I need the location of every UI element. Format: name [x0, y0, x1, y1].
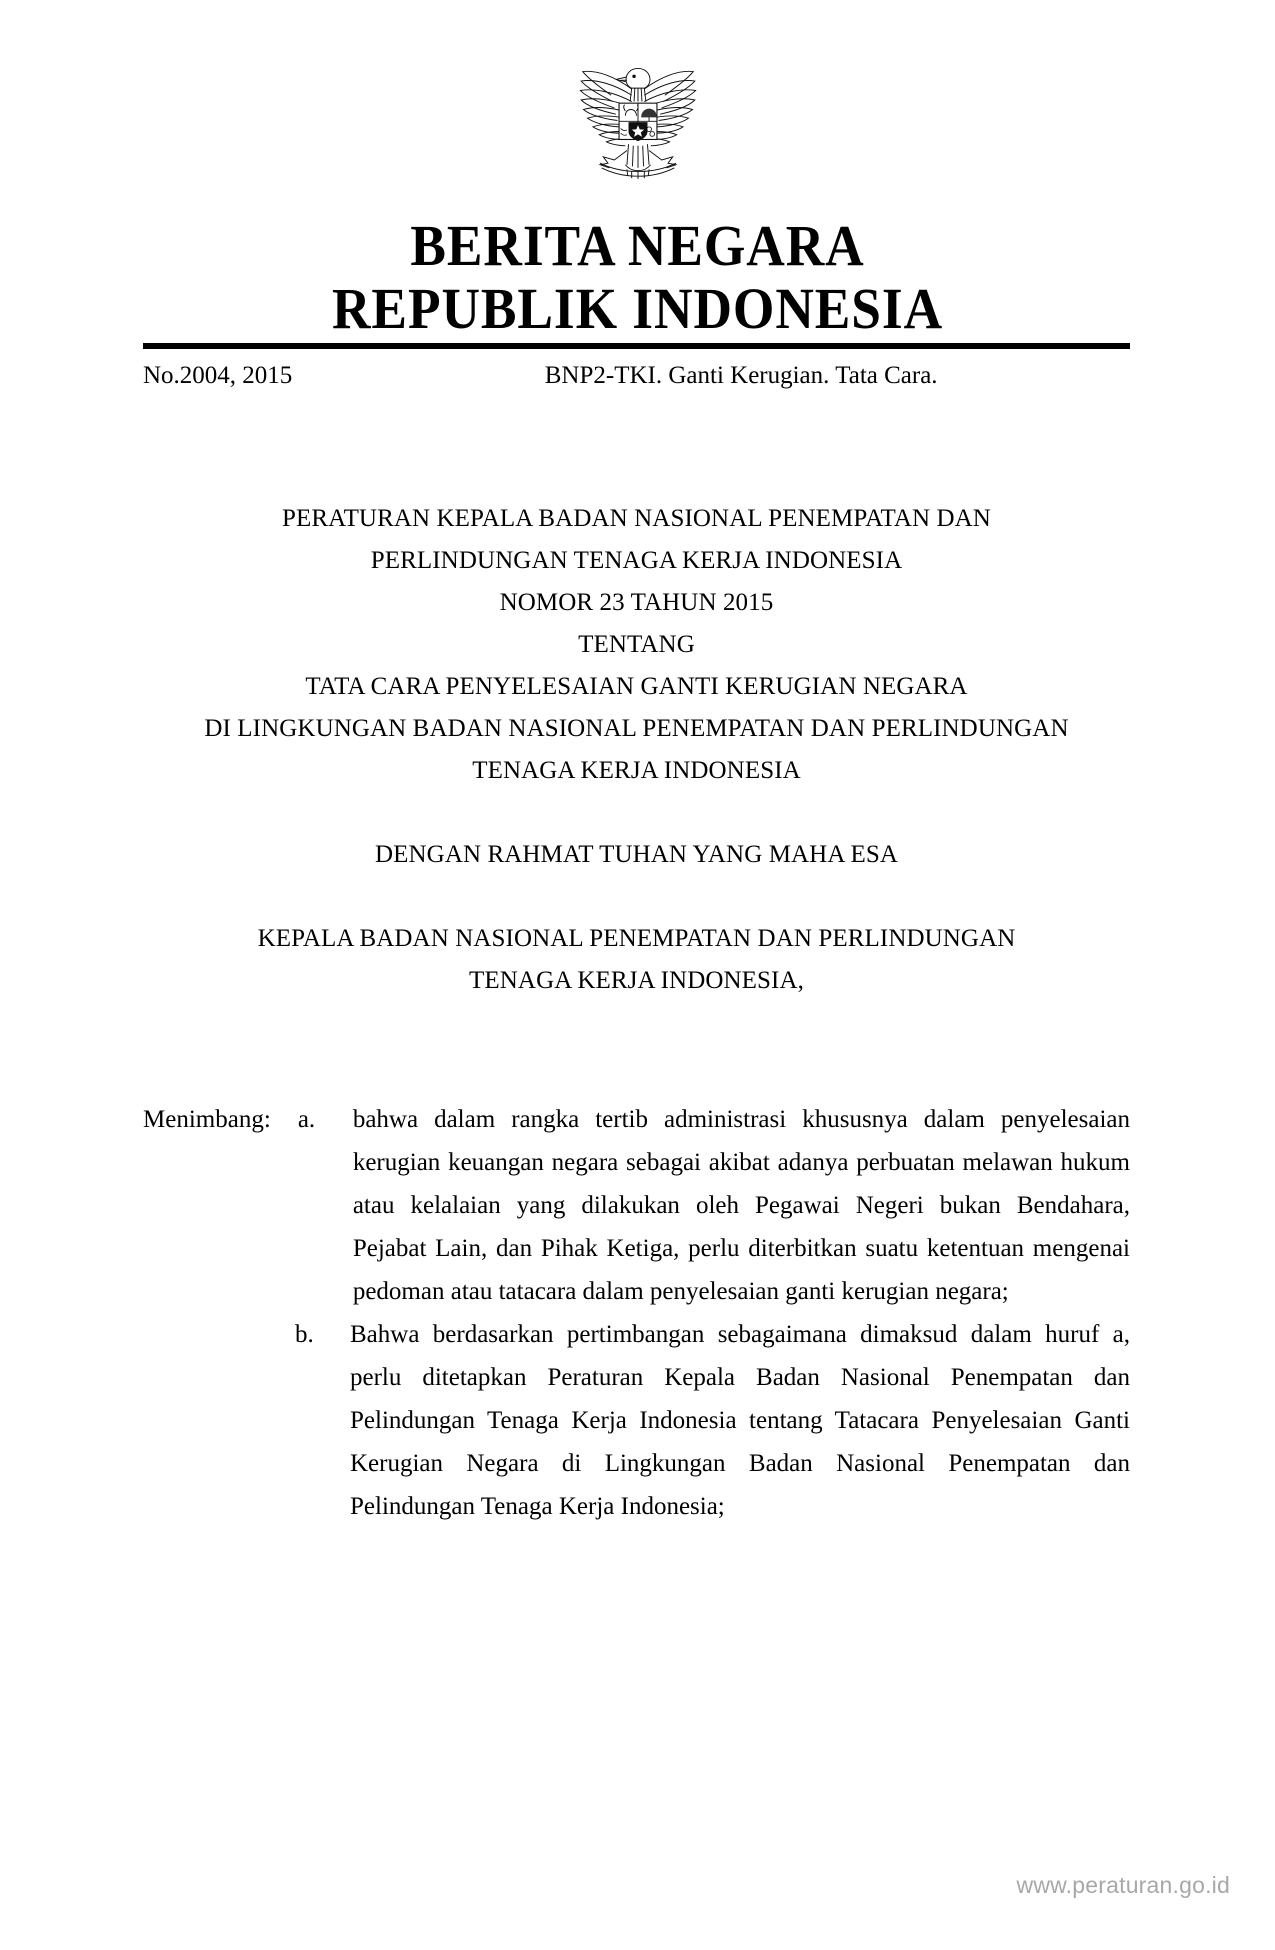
title-subject-1: TATA CARA PENYELESAIAN GANTI KERUGIAN NEGARA [305, 673, 968, 700]
title-number: NOMOR 23 TAHUN 2015 [499, 589, 774, 616]
title-tentang: TENTANG [578, 631, 695, 658]
considering-marker-b: b. [295, 1321, 314, 1348]
masthead-line-2: REPUBLIK INDONESIA [331, 275, 944, 341]
considering-colon: : [263, 1106, 271, 1133]
footer-watermark: www.peraturan.go.id [1016, 1872, 1230, 1898]
considering-text-a: bahwa dalam rangka tertib administrasi khususnya dalam penyelesaian kerugian keuangan negara sebagai akibat adanya perbuatan melawan hukum atau kelalaian yang dilakukan oleh Pegawai Negeri bukan Bendahara, Pejabat Lain, dan Pihak Ketiga, perlu diterbitkan suatu ketentuan mengenai pedoman atau tatacara dalam penyelesaian ganti kerugian negara; [352, 1106, 1130, 1305]
regulation-title-block [143, 498, 1130, 1002]
title-line-1: PERATURAN KEPALA BADAN NASIONAL PENEMPATAN DAN [282, 505, 991, 532]
authority-line-1: KEPALA BADAN NASIONAL PENEMPATAN DAN PERLINDUNGAN [257, 925, 1016, 952]
header-divider [143, 343, 1130, 349]
considering-section [143, 1098, 1130, 1528]
journal-line [143, 360, 1130, 394]
considering-marker-a: a. [297, 1106, 316, 1133]
garuda-pancasila-icon [558, 40, 718, 190]
title-subject-3: TENAGA KERJA INDONESIA [472, 757, 801, 784]
considering-text-b: Bahwa berdasarkan pertimbangan sebagaimana dimaksud dalam huruf a, perlu ditetapkan Peraturan Kepala Badan Nasional Penempatan dan Pelindungan Tenaga Kerja Indonesia tentang Tatacara Penyelesaian Ganti Kerugian Negara di Lingkungan Badan Nasional Penempatan dan Pelindungan Tenaga Kerja Indonesia; [350, 1321, 1130, 1520]
journal-number: No.2004, 2015 [143, 362, 293, 389]
blessing-line: DENGAN RAHMAT TUHAN YANG MAHA ESA [374, 841, 898, 868]
considering-item-a [143, 1098, 1130, 1313]
authority-line-2: TENAGA KERJA INDONESIA, [469, 967, 804, 994]
journal-subject: BNP2-TKI. Ganti Kerugian. Tata Cara. [544, 362, 938, 389]
considering-label: Menimbang [143, 1106, 264, 1133]
title-subject-2: DI LINGKUNGAN BADAN NASIONAL PENEMPATAN DAN PERLINDUNGAN [204, 715, 1069, 742]
emblem-container [0, 40, 1275, 190]
title-line-2: PERLINDUNGAN TENAGA KERJA INDONESIA [370, 547, 903, 574]
considering-item-b [143, 1313, 1130, 1528]
masthead [0, 215, 1275, 340]
masthead-line-1: BERITA NEGARA [410, 213, 865, 278]
